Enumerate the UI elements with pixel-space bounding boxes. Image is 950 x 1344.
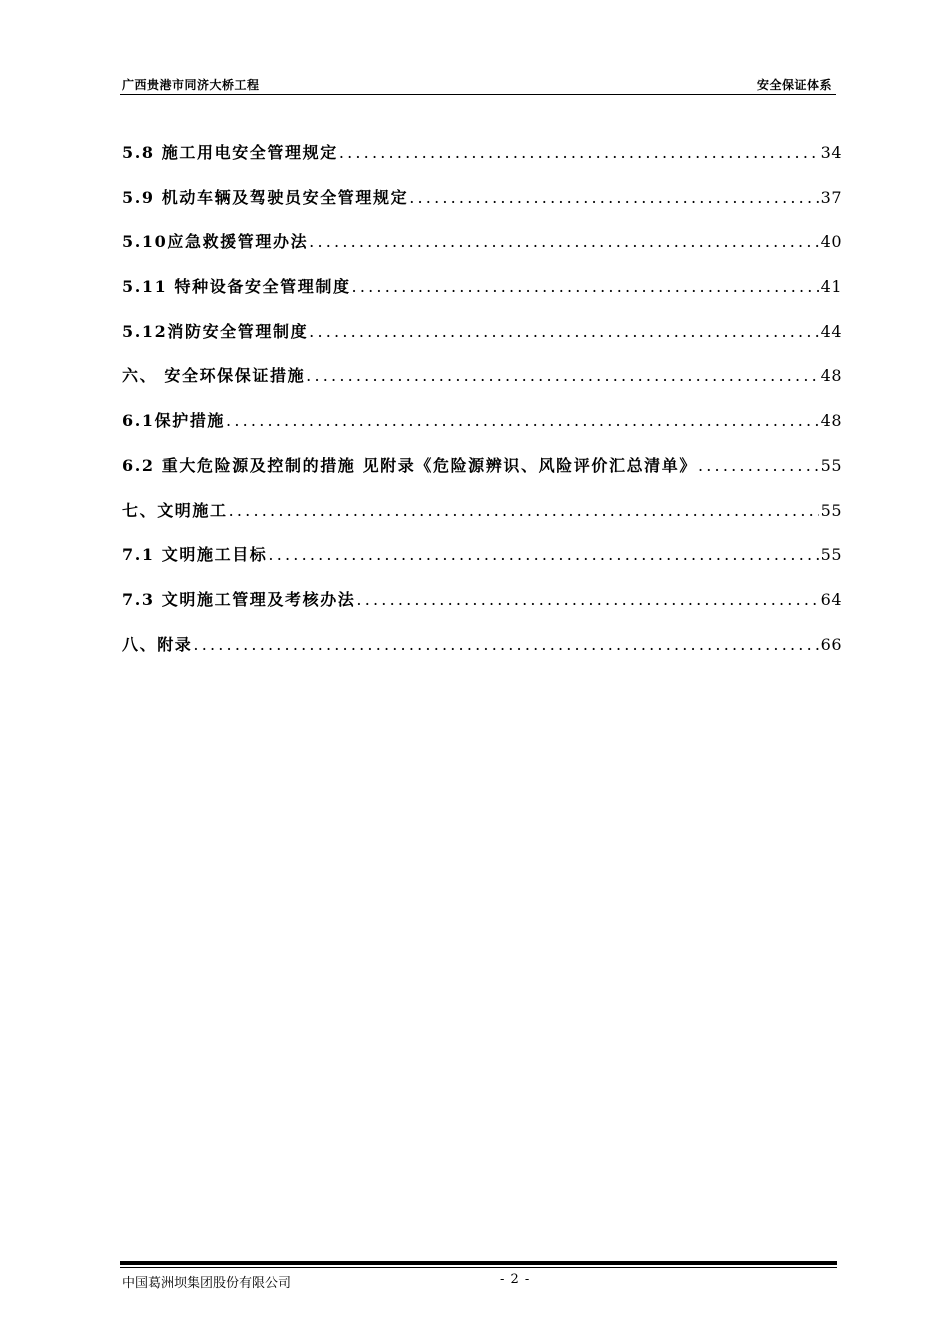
toc-entry-title: 6.1保护措施 <box>122 411 226 431</box>
toc-entry[interactable] <box>122 319 842 364</box>
toc-entry-page: 48 <box>820 411 842 431</box>
toc-entry[interactable] <box>122 140 842 185</box>
toc-entry-title: 5.11 特种设备安全管理制度 <box>122 277 351 297</box>
toc-entry-page: 55 <box>820 500 842 520</box>
toc-entry-title: 六、 安全环保保证措施 <box>122 366 306 386</box>
footer-divider-thin <box>120 1267 837 1268</box>
toc-entry-title: 5.8 施工用电安全管理规定 <box>122 143 338 162</box>
toc-entry[interactable] <box>122 363 842 408</box>
toc-entry[interactable] <box>122 408 842 453</box>
toc-entry-page: 64 <box>820 589 842 609</box>
toc-entry-page: 66 <box>820 634 842 654</box>
toc-entry-title: 5.10应急救援管理办法 <box>122 232 309 252</box>
toc-entry-title: 7.1 文明施工目标 <box>122 545 268 565</box>
toc-leader-dots <box>309 232 818 251</box>
toc-entry[interactable] <box>122 274 842 319</box>
toc-entry-page: 40 <box>820 232 842 252</box>
page-header <box>120 74 836 94</box>
footer-divider-thick <box>120 1261 837 1265</box>
toc-entry-title: 5.9 机动车辆及驾驶员安全管理规定 <box>122 187 409 207</box>
header-project-name: 广西贵港市同济大桥工程 <box>122 78 260 92</box>
toc-entry[interactable] <box>122 229 842 274</box>
footer-page-number: - 2 - <box>500 1272 531 1287</box>
toc-leader-dots <box>268 545 818 564</box>
toc-leader-dots <box>409 188 818 207</box>
toc-leader-dots <box>352 277 819 296</box>
toc-entry[interactable] <box>122 542 842 587</box>
toc-entry-title: 八、附录 <box>122 634 193 654</box>
toc-entry[interactable] <box>122 453 842 498</box>
toc-entry-page: 48 <box>820 366 842 386</box>
toc-entry[interactable] <box>122 587 842 632</box>
toc-entry-title: 6.2 重大危险源及控制的措施 见附录《危险源辨识、风险评价汇总清单》 <box>122 455 697 475</box>
toc-entry-title: 5.12消防安全管理制度 <box>122 321 309 341</box>
toc-entry-title: 7.3 文明施工管理及考核办法 <box>122 589 356 609</box>
toc-entry-page: 55 <box>820 455 842 475</box>
toc-entry-page: 37 <box>820 187 842 207</box>
toc-entry-page: 34 <box>820 143 842 162</box>
toc-entry-page: 55 <box>820 545 842 565</box>
toc-leader-dots <box>229 501 819 520</box>
toc-leader-dots <box>193 635 818 654</box>
toc-entry[interactable] <box>122 498 842 543</box>
toc-leader-dots <box>339 143 819 162</box>
header-section-name: 安全保证体系 <box>756 78 832 92</box>
toc-leader-dots <box>226 411 819 430</box>
toc-entry[interactable] <box>122 632 842 677</box>
toc-entry-title: 七、文明施工 <box>122 500 228 520</box>
toc-entry-page: 44 <box>820 321 842 341</box>
table-of-contents <box>122 140 842 676</box>
toc-entry[interactable] <box>122 185 842 230</box>
footer-company-name: 中国葛洲坝集团股份有限公司 <box>122 1276 292 1291</box>
toc-entry-page: 41 <box>820 277 842 297</box>
header-divider <box>120 94 836 95</box>
toc-leader-dots <box>309 322 818 341</box>
toc-leader-dots <box>698 456 819 475</box>
toc-leader-dots <box>306 366 818 385</box>
toc-leader-dots <box>356 590 818 609</box>
